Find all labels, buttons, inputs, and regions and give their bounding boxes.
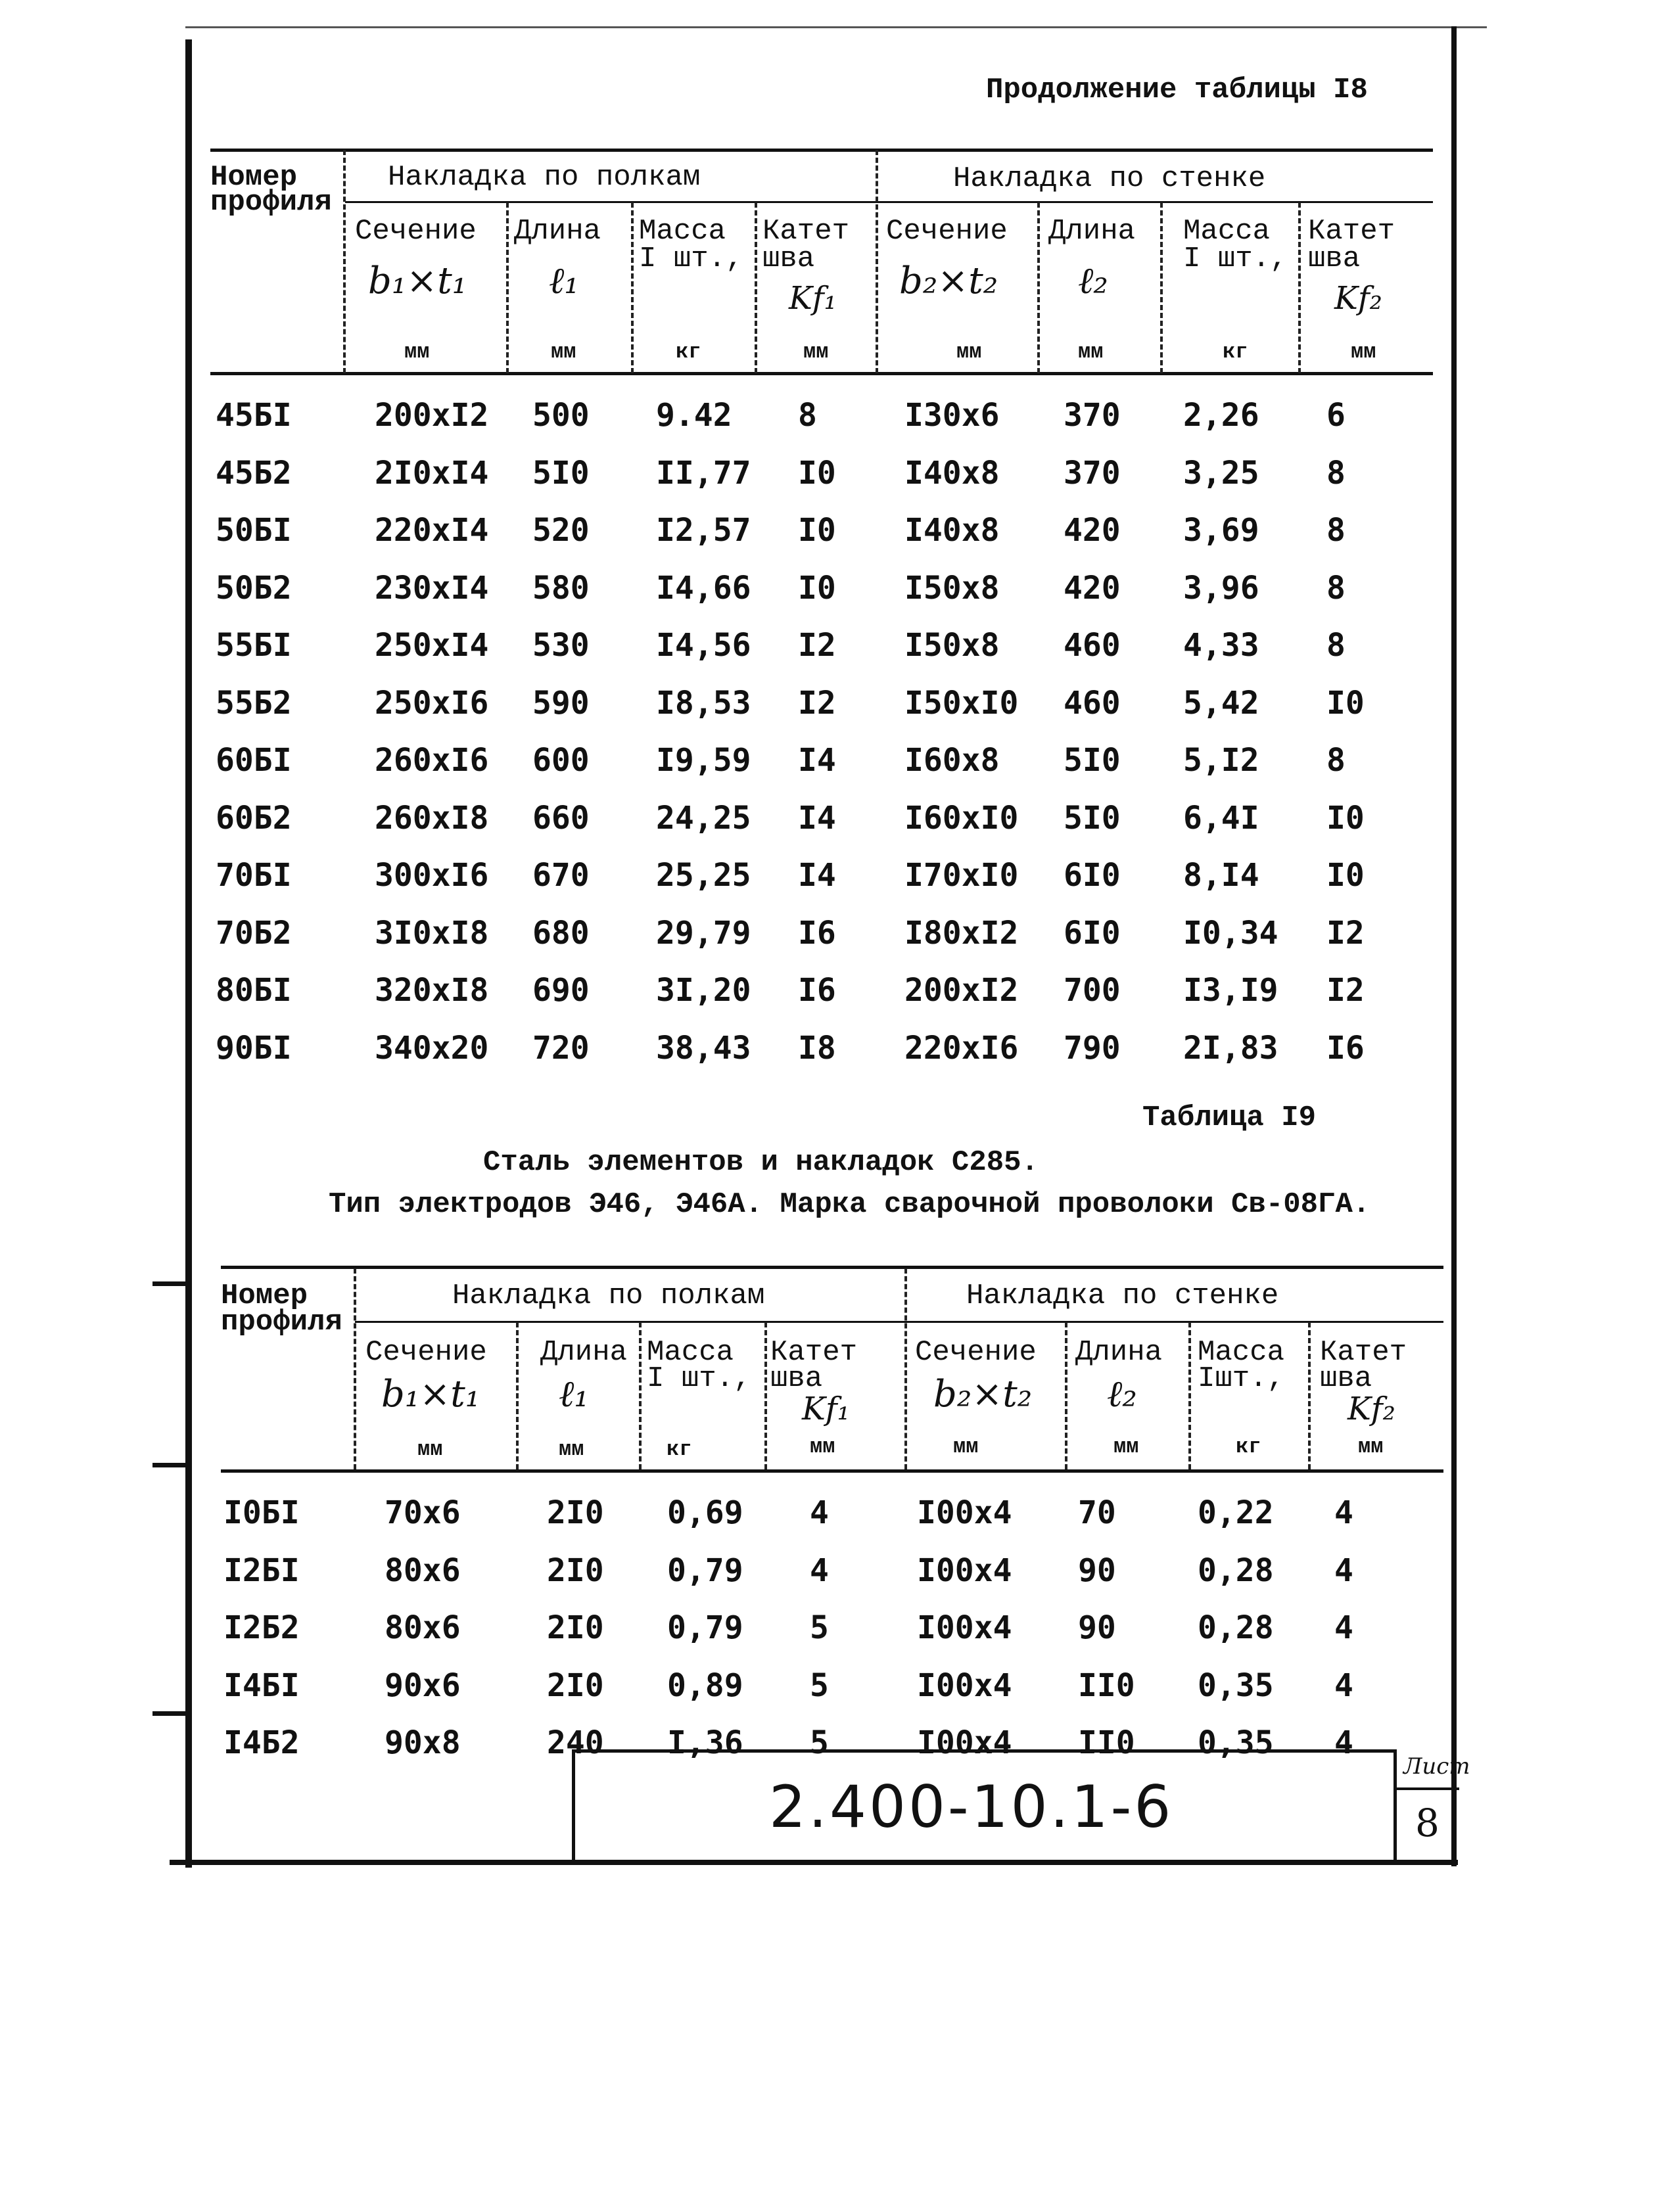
- cell-flange-length: 590: [532, 684, 590, 722]
- header-unit-kg: кг: [676, 340, 701, 364]
- header-mass: I шт.,: [1183, 242, 1288, 275]
- cell-web-leg: 6: [1326, 397, 1346, 434]
- header-mass: I шт.,: [647, 1362, 751, 1395]
- header-section: Сечение: [365, 1336, 487, 1369]
- cell-flange-section: 3I0xI8: [375, 914, 489, 952]
- cell-flange-mass: 0,79: [667, 1552, 743, 1589]
- cell-flange-leg: I6: [798, 914, 836, 952]
- header-mass: Масса: [639, 215, 726, 248]
- header-leg-symbol: Kf₂: [1334, 280, 1382, 317]
- cell-web-length: 420: [1064, 512, 1121, 549]
- cell-profile: I4БI: [223, 1667, 300, 1704]
- table19-col-divider: [1188, 1322, 1191, 1469]
- header-profile: профиля: [210, 186, 332, 219]
- cell-web-section: I00x4: [917, 1552, 1012, 1589]
- cell-profile: 55Б2: [216, 684, 292, 722]
- cell-flange-mass: II,77: [656, 454, 751, 492]
- table18-top-rule: [210, 149, 1433, 152]
- cell-flange-length: 680: [532, 914, 590, 952]
- table19-top-rule: [221, 1266, 1443, 1269]
- cell-profile: I2Б2: [223, 1609, 300, 1646]
- table18-col-divider: [631, 202, 634, 373]
- header-leg: Катет: [762, 215, 850, 248]
- header-section-symbol: b₂×t₂: [899, 260, 998, 302]
- cell-web-leg: I0: [1326, 684, 1365, 722]
- cell-web-mass: 3,96: [1183, 569, 1259, 607]
- cell-flange-section: 90x8: [385, 1724, 461, 1761]
- cell-flange-section: 230xI4: [375, 569, 489, 607]
- header-section-symbol: b₁×t₁: [381, 1373, 480, 1416]
- cell-flange-leg: I6: [798, 972, 836, 1009]
- header-unit-mm: мм: [953, 1435, 979, 1459]
- cell-flange-mass: 0,89: [667, 1667, 743, 1704]
- cell-web-leg: I2: [1326, 972, 1365, 1009]
- header-unit-mm: мм: [404, 340, 430, 364]
- cell-web-length: 460: [1064, 627, 1121, 664]
- header-length-symbol: ℓ₂: [1107, 1373, 1137, 1416]
- cell-profile: 70Б2: [216, 914, 292, 952]
- cell-web-section: I80xI2: [904, 914, 1019, 952]
- header-group-flange: Накладка по полкам: [452, 1279, 765, 1312]
- cell-web-length: 90: [1078, 1609, 1116, 1646]
- header-length-symbol: ℓ₁: [549, 260, 579, 302]
- cell-web-leg: 4: [1334, 1724, 1353, 1761]
- header-mass: I шт.,: [639, 242, 743, 275]
- cell-flange-leg: I0: [798, 454, 836, 492]
- cell-web-leg: I2: [1326, 914, 1365, 952]
- cell-flange-mass: 0,69: [667, 1494, 743, 1531]
- cell-flange-length: 660: [532, 799, 590, 837]
- cell-flange-section: 220xI4: [375, 512, 489, 549]
- cell-web-length: 370: [1064, 454, 1121, 492]
- cell-web-length: 5I0: [1064, 742, 1121, 779]
- margin-tick: [152, 1281, 185, 1286]
- cell-web-length: 6I0: [1064, 914, 1121, 952]
- header-leg: шва: [1308, 242, 1361, 275]
- cell-web-length: 460: [1064, 684, 1121, 722]
- cell-flange-length: 600: [532, 742, 590, 779]
- cell-web-leg: I0: [1326, 857, 1365, 894]
- cell-flange-section: 250xI6: [375, 684, 489, 722]
- margin-tick: [152, 1463, 185, 1467]
- cell-flange-length: 240: [547, 1724, 604, 1761]
- cell-web-section: I50x8: [904, 627, 1000, 664]
- cell-web-mass: 0,35: [1198, 1724, 1274, 1761]
- cell-flange-mass: 29,79: [656, 914, 751, 952]
- cell-flange-section: 260xI6: [375, 742, 489, 779]
- cell-flange-mass: 9.42: [656, 397, 732, 434]
- cell-web-section: I00x4: [917, 1724, 1012, 1761]
- table18-title: Продолжение таблицы I8: [986, 74, 1368, 106]
- cell-web-length: 6I0: [1064, 857, 1121, 894]
- header-leg: Катет: [1320, 1336, 1407, 1369]
- table18-col-divider: [506, 202, 509, 373]
- cell-flange-section: 260xI8: [375, 799, 489, 837]
- header-unit-mm: мм: [956, 340, 982, 364]
- header-unit-mm: мм: [551, 340, 576, 364]
- cell-web-leg: I6: [1326, 1029, 1365, 1067]
- cell-flange-section: 90x6: [385, 1667, 461, 1704]
- cell-flange-length: 530: [532, 627, 590, 664]
- cell-flange-section: 300xI6: [375, 857, 489, 894]
- cell-flange-leg: I0: [798, 512, 836, 549]
- cell-profile: 45Б2: [216, 454, 292, 492]
- header-profile: профиля: [221, 1306, 342, 1339]
- header-unit-mm: мм: [1358, 1435, 1384, 1459]
- cell-flange-mass: 3I,20: [656, 972, 751, 1009]
- cell-web-section: I00x4: [917, 1609, 1012, 1646]
- sheet-number: 8: [1415, 1801, 1440, 1845]
- cell-web-leg: 4: [1334, 1609, 1353, 1646]
- cell-web-section: 200xI2: [904, 972, 1019, 1009]
- header-leg: шва: [770, 1362, 823, 1395]
- cell-web-length: 5I0: [1064, 799, 1121, 837]
- header-unit-mm: мм: [1351, 340, 1376, 364]
- header-group-web: Накладка по стенке: [953, 162, 1266, 195]
- header-unit-mm: мм: [559, 1437, 584, 1462]
- table18-col-divider: [1298, 202, 1301, 373]
- title-block-stamp: [572, 1749, 1470, 1862]
- cell-profile: I2БI: [223, 1552, 300, 1589]
- header-profile: Номер: [210, 161, 298, 194]
- header-unit-mm: мм: [417, 1437, 443, 1462]
- table18-head-bottom-rule: [210, 372, 1433, 375]
- table19-col-divider: [1065, 1322, 1067, 1469]
- cell-flange-leg: 8: [798, 397, 817, 434]
- cell-flange-leg: I4: [798, 742, 836, 779]
- cell-flange-section: 250xI4: [375, 627, 489, 664]
- cell-flange-section: 80x6: [385, 1609, 461, 1646]
- header-group-web: Накладка по стенке: [966, 1279, 1279, 1312]
- cell-web-mass: I0,34: [1183, 914, 1278, 952]
- cell-web-length: 700: [1064, 972, 1121, 1009]
- cell-flange-mass: I4,66: [656, 569, 751, 607]
- cell-profile: 80БI: [216, 972, 292, 1009]
- cell-flange-length: 2I0: [547, 1494, 604, 1531]
- cell-web-section: I00x4: [917, 1494, 1012, 1531]
- header-unit-mm: мм: [1078, 340, 1104, 364]
- cell-flange-mass: 38,43: [656, 1029, 751, 1067]
- header-leg-symbol: Kf₂: [1347, 1391, 1395, 1427]
- cell-profile: 45БI: [216, 397, 292, 434]
- cell-profile: 50Б2: [216, 569, 292, 607]
- cell-web-section: I60x8: [904, 742, 1000, 779]
- header-leg-symbol: Kf₁: [789, 280, 837, 317]
- cell-flange-length: 580: [532, 569, 590, 607]
- header-group-flange: Накладка по полкам: [388, 161, 701, 194]
- cell-flange-length: 720: [532, 1029, 590, 1067]
- cell-web-mass: 6,4I: [1183, 799, 1259, 837]
- cell-web-leg: 4: [1334, 1494, 1353, 1531]
- cell-web-leg: 8: [1326, 569, 1346, 607]
- header-mass: Iшт.,: [1198, 1362, 1285, 1395]
- header-leg-symbol: Kf₁: [802, 1391, 850, 1427]
- cell-flange-leg: 5: [810, 1724, 829, 1761]
- header-unit-mm: мм: [810, 1435, 835, 1459]
- cell-web-section: I30x6: [904, 397, 1000, 434]
- cell-web-length: II0: [1078, 1724, 1135, 1761]
- cell-flange-length: 690: [532, 972, 590, 1009]
- document-code: 2.400-10.1-6: [769, 1773, 1174, 1841]
- cell-web-mass: 2I,83: [1183, 1029, 1278, 1067]
- cell-web-mass: 4,33: [1183, 627, 1259, 664]
- cell-web-leg: 8: [1326, 512, 1346, 549]
- cell-web-leg: I0: [1326, 799, 1365, 837]
- cell-flange-mass: I2,57: [656, 512, 751, 549]
- cell-flange-mass: I,36: [667, 1724, 743, 1761]
- table19-col-divider: [639, 1322, 642, 1469]
- cell-web-leg: 4: [1334, 1552, 1353, 1589]
- cell-profile: 50БI: [216, 512, 292, 549]
- cell-profile: 60БI: [216, 742, 292, 779]
- cell-flange-section: 2I0xI4: [375, 454, 489, 492]
- cell-flange-leg: I0: [798, 569, 836, 607]
- cell-web-section: I00x4: [917, 1667, 1012, 1704]
- cell-flange-leg: 5: [810, 1609, 829, 1646]
- table19-col-divider: [516, 1322, 519, 1469]
- cell-flange-mass: 0,79: [667, 1609, 743, 1646]
- table19-subtitle: Сталь элементов и накладок С285.: [483, 1146, 1039, 1179]
- cell-profile: I4Б2: [223, 1724, 300, 1761]
- header-section: Сечение: [355, 215, 477, 248]
- header-section: Сечение: [915, 1336, 1037, 1369]
- cell-flange-mass: I9,59: [656, 742, 751, 779]
- table19-col-divider: [904, 1268, 907, 1469]
- cell-flange-length: 2I0: [547, 1609, 604, 1646]
- cell-web-section: I70xI0: [904, 857, 1019, 894]
- table19-col-divider: [354, 1268, 356, 1469]
- header-profile: Номер: [221, 1279, 308, 1312]
- cell-web-mass: 3,25: [1183, 454, 1259, 492]
- cell-web-length: II0: [1078, 1667, 1135, 1704]
- table18-col-divider: [876, 150, 878, 373]
- cell-flange-length: 2I0: [547, 1667, 604, 1704]
- header-mass: Масса: [1183, 215, 1271, 248]
- cell-web-section: I60xI0: [904, 799, 1019, 837]
- header-length-symbol: ℓ₂: [1078, 260, 1108, 302]
- cell-web-mass: 5,I2: [1183, 742, 1259, 779]
- header-leg: шва: [762, 242, 815, 275]
- margin-tick: [152, 1711, 185, 1716]
- table19-subtitle: Тип электродов Э46, Э46А. Марка сварочной проволоки Св-08ГА.: [329, 1188, 1370, 1221]
- table18-col-divider: [343, 150, 346, 373]
- header-leg: шва: [1320, 1362, 1372, 1395]
- cell-web-leg: 4: [1334, 1667, 1353, 1704]
- cell-flange-leg: I4: [798, 857, 836, 894]
- sheet-box: [1394, 1749, 1470, 1860]
- cell-flange-section: 70x6: [385, 1494, 461, 1531]
- header-section-symbol: b₁×t₁: [368, 260, 467, 302]
- cell-profile: 60Б2: [216, 799, 292, 837]
- cell-web-section: 220xI6: [904, 1029, 1019, 1067]
- cell-profile: 90БI: [216, 1029, 292, 1067]
- cell-web-mass: 3,69: [1183, 512, 1259, 549]
- cell-flange-length: 5I0: [532, 454, 590, 492]
- header-length: Длина: [1075, 1336, 1163, 1369]
- header-unit-kg: кг: [1223, 340, 1248, 364]
- cell-flange-mass: 24,25: [656, 799, 751, 837]
- cell-flange-leg: 4: [810, 1494, 829, 1531]
- cell-web-mass: 0,35: [1198, 1667, 1274, 1704]
- header-mass: Масса: [1198, 1336, 1285, 1369]
- cell-web-section: I40x8: [904, 512, 1000, 549]
- header-unit-mm: мм: [803, 340, 829, 364]
- cell-web-length: 790: [1064, 1029, 1121, 1067]
- table18-col-divider: [1160, 202, 1163, 373]
- header-mass: Масса: [647, 1336, 734, 1369]
- cell-flange-section: 320xI8: [375, 972, 489, 1009]
- table18-col-divider: [755, 202, 757, 373]
- header-length-symbol: ℓ₁: [559, 1373, 589, 1416]
- header-length: Длина: [540, 1336, 628, 1369]
- cell-web-leg: 8: [1326, 742, 1346, 779]
- cell-web-mass: 2,26: [1183, 397, 1259, 434]
- cell-web-mass: 0,28: [1198, 1552, 1274, 1589]
- table18-col-divider: [1037, 202, 1040, 373]
- cell-web-length: 90: [1078, 1552, 1116, 1589]
- cell-web-leg: 8: [1326, 454, 1346, 492]
- cell-flange-mass: I8,53: [656, 684, 751, 722]
- cell-flange-leg: 5: [810, 1667, 829, 1704]
- cell-web-section: I40x8: [904, 454, 1000, 492]
- sheet-separator: [1397, 1787, 1459, 1790]
- table19-col-divider: [1308, 1322, 1311, 1469]
- table19-col-divider: [764, 1322, 767, 1469]
- cell-profile: 55БI: [216, 627, 292, 664]
- cell-flange-leg: I4: [798, 799, 836, 837]
- header-length: Длина: [1048, 215, 1136, 248]
- cell-flange-section: 80x6: [385, 1552, 461, 1589]
- sheet-label: Лист: [1403, 1753, 1470, 1780]
- header-leg: Катет: [770, 1336, 858, 1369]
- table19-head-bottom-rule: [221, 1469, 1443, 1473]
- cell-web-length: 370: [1064, 397, 1121, 434]
- cell-web-mass: 8,I4: [1183, 857, 1259, 894]
- cell-web-section: I50xI0: [904, 684, 1019, 722]
- cell-web-length: 70: [1078, 1494, 1116, 1531]
- header-unit-kg: кг: [667, 1437, 692, 1462]
- header-section-symbol: b₂×t₂: [933, 1373, 1033, 1416]
- cell-flange-section: 340x20: [375, 1029, 489, 1067]
- cell-web-mass: 5,42: [1183, 684, 1259, 722]
- cell-flange-mass: I4,56: [656, 627, 751, 664]
- cell-flange-length: 670: [532, 857, 590, 894]
- header-length: Длина: [514, 215, 601, 248]
- cell-profile: I0БI: [223, 1494, 300, 1531]
- header-unit-mm: мм: [1113, 1435, 1139, 1459]
- header-section: Сечение: [886, 215, 1008, 248]
- cell-web-mass: 0,22: [1198, 1494, 1274, 1531]
- cell-web-mass: I3,I9: [1183, 972, 1278, 1009]
- cell-web-leg: 8: [1326, 627, 1346, 664]
- frame-right-line: [1451, 26, 1457, 1866]
- header-unit-kg: кг: [1236, 1435, 1261, 1459]
- cell-web-mass: 0,28: [1198, 1609, 1274, 1646]
- frame-top-line: [185, 26, 1487, 28]
- cell-flange-leg: I2: [798, 684, 836, 722]
- cell-flange-length: 500: [532, 397, 590, 434]
- cell-flange-length: 520: [532, 512, 590, 549]
- table19-label: Таблица I9: [1142, 1101, 1317, 1134]
- frame-left-line: [185, 39, 192, 1868]
- cell-flange-length: 2I0: [547, 1552, 604, 1589]
- cell-flange-mass: 25,25: [656, 857, 751, 894]
- cell-flange-leg: I2: [798, 627, 836, 664]
- cell-profile: 70БI: [216, 857, 292, 894]
- cell-flange-leg: 4: [810, 1552, 829, 1589]
- cell-web-length: 420: [1064, 569, 1121, 607]
- cell-flange-section: 200xI2: [375, 397, 489, 434]
- cell-flange-leg: I8: [798, 1029, 836, 1067]
- header-leg: Катет: [1308, 215, 1395, 248]
- cell-web-section: I50x8: [904, 569, 1000, 607]
